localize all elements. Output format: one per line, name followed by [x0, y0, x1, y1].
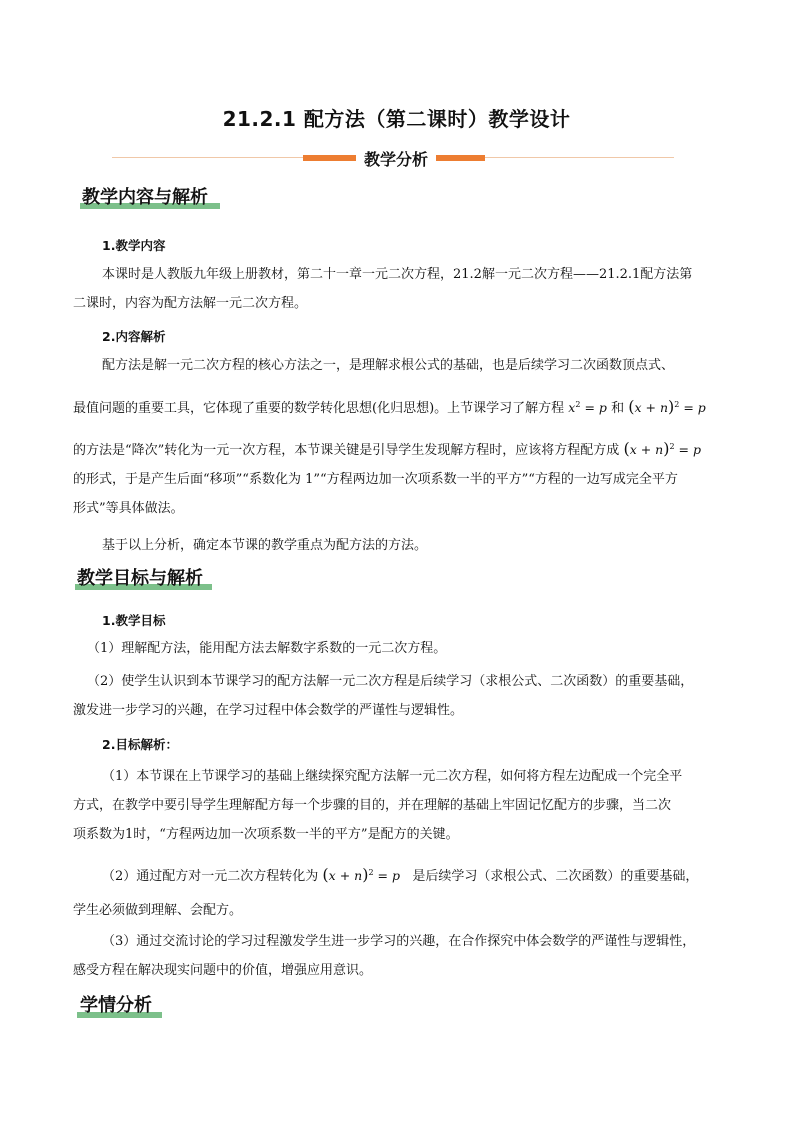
equation-x-plus-n-squared-equals-p: $(x + n)^2 = p$: [322, 865, 401, 885]
paragraph-text: （2）通过配方对一元二次方程转化为: [102, 869, 319, 885]
subheading-teaching-content: 1.教学内容: [102, 238, 166, 253]
analysis-item-continued: 学生必须做到理解、会配方。: [73, 903, 243, 918]
analysis-item-continued: 项系数为1时，“方程两边加一次项系数一半的平方”是配方的关键。: [73, 827, 459, 842]
analysis-item-continued: 感受方程在解决现实问题中的价值，增强应用意识。: [73, 963, 373, 978]
goal-item: （1）理解配方法，能用配方法去解数字系数的一元二次方程。: [87, 641, 447, 656]
paragraph-line: [73, 390, 706, 423]
equation-x-plus-n-squared-equals-p: $(x + n)^2 = p$: [628, 397, 706, 417]
paragraph-line: 配方法是解一元二次方程的核心方法之一，是理解求根公式的基础，也是后续学习二次函数顶点式、: [102, 358, 675, 373]
section-heading-learner-analysis: 学情分析: [80, 995, 152, 1016]
goal-item: （2）使学生认识到本节课学习的配方法解一元二次方程是后续学习（求根公式、二次函数）的重要基础，: [87, 674, 694, 689]
paragraph-text: 是后续学习（求根公式、二次函数）的重要基础，: [412, 869, 699, 885]
paragraph-text: 最值问题的重要工具，它体现了重要的数学转化思想(化归思想)。上节课学习了解方程: [73, 401, 565, 417]
analysis-item: [102, 858, 698, 891]
equation-x-plus-n-squared-equals-p: $(x + n)^2 = p$: [623, 439, 702, 459]
paragraph-line: [73, 432, 701, 465]
banner-accent-right: [433, 155, 485, 161]
paragraph-line: 本课时是人教版九年级上册教材，第二十一章一元二次方程，21.2解一元二次方程——21.2.1配方法第: [102, 267, 693, 282]
equation-x-squared-equals-p: $x^2 = p$: [568, 400, 607, 416]
subheading-content-analysis: 2.内容解析: [102, 329, 166, 344]
paragraph-text: 和: [611, 401, 625, 417]
section-heading-goals: 教学目标与解析: [77, 568, 203, 589]
paragraph-text: 的方法是“降次”转化为一元一次方程，本节课关键是引导学生发现解方程时，应该将方程配方成: [73, 443, 620, 459]
paragraph-line: 的形式，于是产生后面“移项”“系数化为 1”“方程两边加一次项系数一半的平方”“方程的一边写成完全平方: [73, 472, 678, 487]
banner-accent-left: [303, 155, 359, 161]
section-heading-content: 教学内容与解析: [82, 187, 208, 208]
subheading-teaching-goals: 1.教学目标: [102, 613, 166, 628]
analysis-item: （1）本节课在上节课学习的基础上继续探究配方法解一元二次方程，如何将方程左边配成一个完全平: [102, 769, 683, 784]
subheading-goal-analysis: 2.目标解析：: [102, 737, 178, 752]
paragraph-line: 二课时，内容为配方法解一元二次方程。: [73, 296, 308, 311]
paragraph-line: 形式”等具体做法。: [73, 501, 184, 516]
document-title: 21.2.1 配方法（第二课时）教学设计: [222, 107, 571, 131]
analysis-item: （3）通过交流讨论的学习过程激发学生进一步学习的兴趣，在合作探究中体会数学的严谨性与逻辑性，: [102, 934, 696, 949]
goal-item-continued: 激发进一步学习的兴趣，在学习过程中体会数学的严谨性与逻辑性。: [73, 703, 464, 718]
banner-label: 教学分析: [356, 147, 436, 170]
analysis-item-continued: 方式，在教学中要引导学生理解配方每一个步骤的目的，并在理解的基础上牢固记忆配方的步骤，当二次: [73, 798, 672, 813]
paragraph-line: 基于以上分析，确定本节课的教学重点为配方法的方法。: [102, 538, 428, 553]
